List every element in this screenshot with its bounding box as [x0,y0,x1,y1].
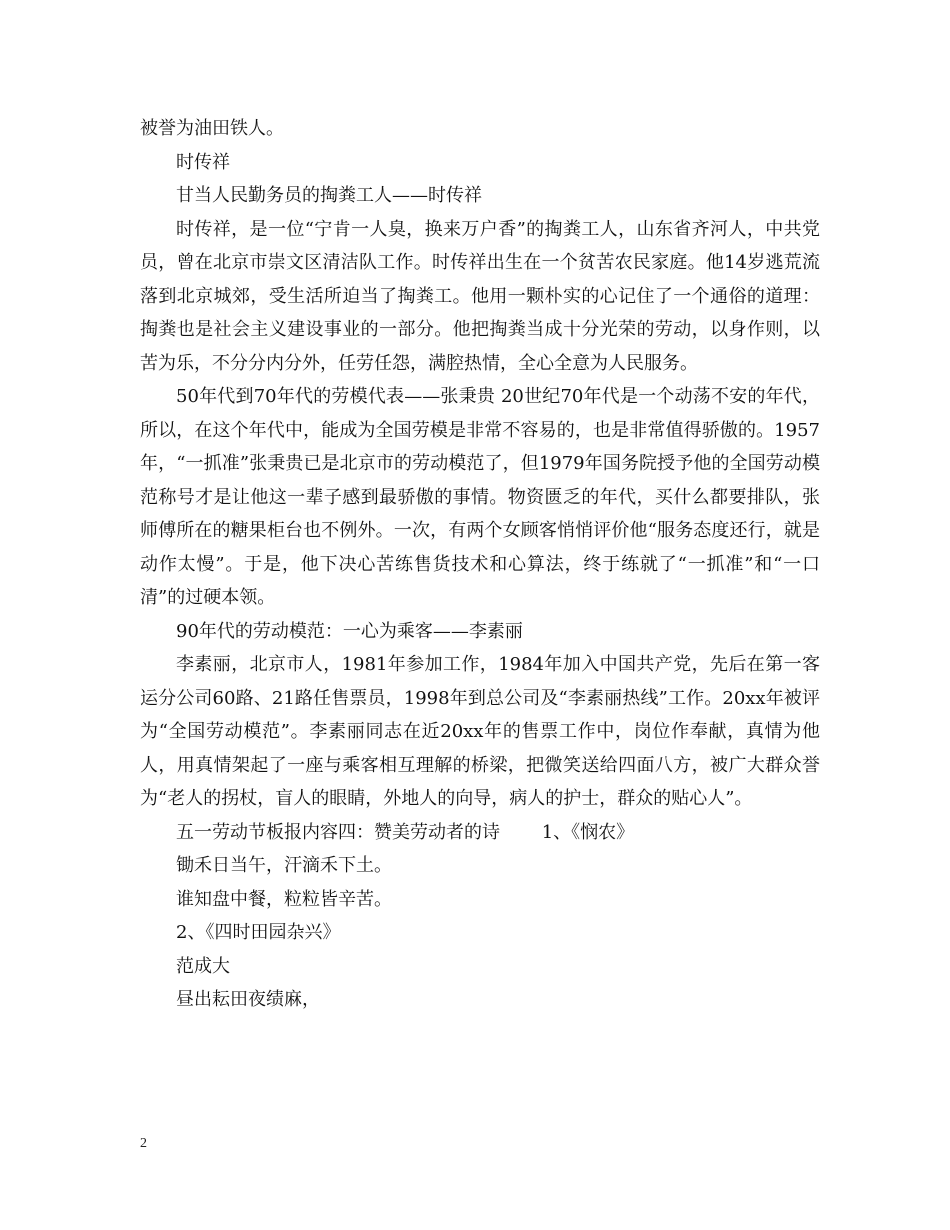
paragraph: 时传祥，是一位“宁肯一人臭，换来万户香”的掏粪工人，山东省齐河人，中共党员，曾在北京市崇文区清洁队工作。时传祥出生在一个贫苦农民家庭。他14岁逃荒流落到北京城郊，受生活所迫当了掏粪工。他用一颗朴实的心记住了一个通俗的道理：掏粪也是社会主义建设事业的一部分。他把掏粪当成十分光荣的劳动，以身作则，以苦为乐，不分分内分外，任劳任怨，满腔热情，全心全意为人民服务。 [140,218,820,374]
paragraph: 被誉为油田铁人。 [140,118,284,139]
paragraph: 李素丽，北京市人，1981年参加工作，1984年加入中国共产党，先后在第一客运分公司60路、21路任售票员，1998年到总公司及“李素丽热线”工作。20xx年被评为“全国劳动模范”。李素丽同志在近20xx年的售票工作中，岗位作奉献，真情为他人，用真情架起了一座与乘客相互理解的桥梁，把微笑送给四面八方，被广大群众誉为“老人的拐杖，盲人的眼睛，外地人的向导，病人的护士，群众的贴心人”。 [140,654,820,809]
paragraph: 时传祥 [176,151,230,173]
poem-line: 锄禾日当午，汗滴禾下土。 [176,855,392,876]
poem-line: 昼出耘田夜绩麻， [176,989,320,1010]
poem-title: 2、《四时田园杂兴》 [176,922,341,943]
section-heading: 90年代的劳动模范：一心为乘客——李素丽 [176,620,523,642]
section-heading: 五一劳动节板报内容四：赞美劳动者的诗 1、《悯农》 [176,821,635,843]
section-heading: 甘当人民勤务员的掏粪工人——时传祥 [176,185,482,206]
document-body [140,112,820,1017]
poem-line: 谁知盘中餐，粒粒皆辛苦。 [176,888,392,910]
page-number: 2 [140,1136,147,1151]
poem-author: 范成大 [176,955,230,977]
paragraph: 50年代到70年代的劳模代表——张秉贵 20世纪70年代是一个动荡不安的年代，所以，在这个年代中，能成为全国劳模是非常不容易的，也是非常值得骄傲的。1957年，“一抓准”张秉贵已是北京市的劳动模范了，但1979年国务院授予他的全国劳动模范称号才是让他这一辈子感到最骄傲的事情。物资匮乏的年代，买什么都要排队，张师傅所在的糖果柜台也不例外。一次，有两个女顾客悄悄评价他“服务态度还行，就是动作太慢”。于是，他下决心苦练售货技术和心算法，终于练就了“一抓准”和“一口清”的过硬本领。 [140,386,820,608]
